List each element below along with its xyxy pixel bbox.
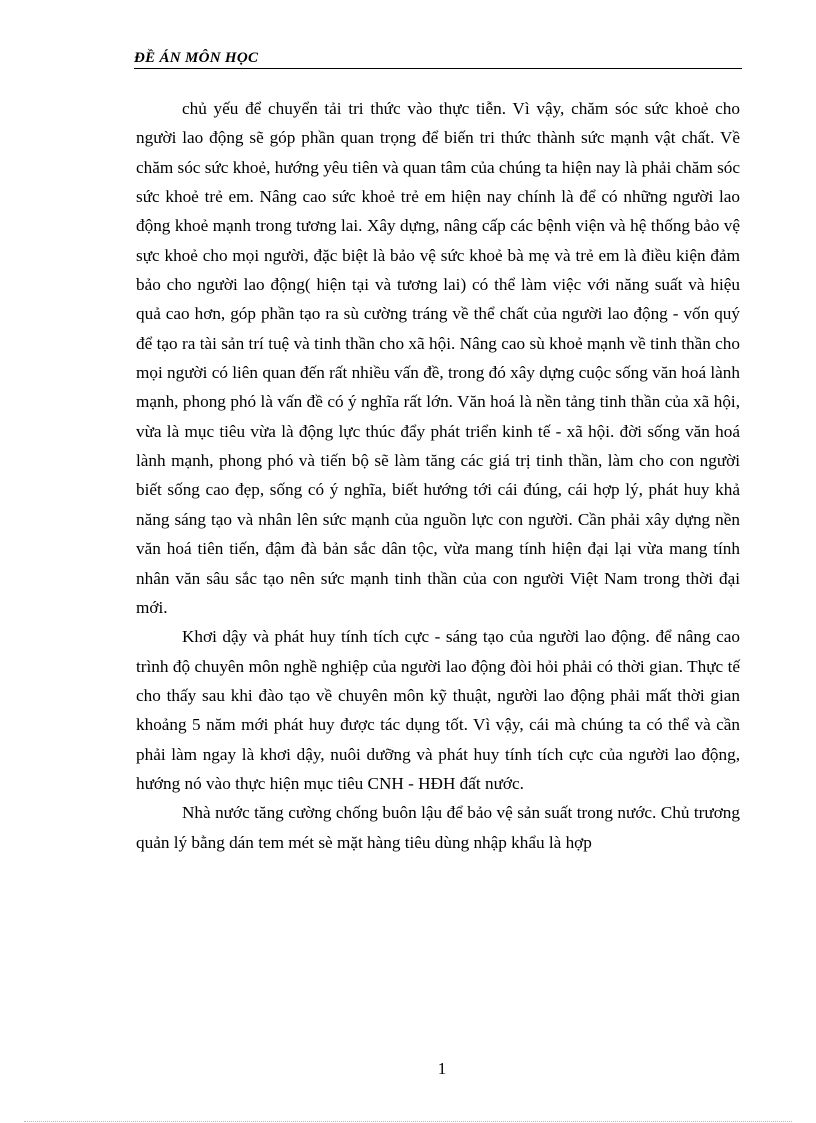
header-title: ĐỀ ÁN MÔN HỌC (134, 50, 259, 66)
paragraph-health-care: chủ yếu để chuyển tải tri thức vào thực tiễn. Vì vậy, chăm sóc sức khoẻ cho người lao động sẽ góp phần quan trọng để biến tri thức thành sức mạnh vật chất. Về chăm sóc sức khoẻ, hướng yêu tiên và quan tâm của chúng ta hiện nay là phải chăm sóc sức khoẻ trẻ em. Nâng cao sức khoẻ trẻ em hiện nay chính là để có những người lao động khoẻ mạnh trong tương lai. Xây dựng, nâng cấp các bệnh viện và hệ thống bảo vệ sực khoẻ cho mọi người, đặc biệt là bảo vệ sức khoẻ bà mẹ và trẻ em là điều kiện đảm bảo cho người lao động( hiện tại và tương lai) có thể làm việc với năng suất và hiệu quả cao hơn, góp phần tạo ra sù cường tráng về thể chất của người lao động - vốn quý để tạo ra tài sản trí tuệ và tinh thần cho xã hội. Nâng cao sù khoẻ mạnh về tinh thần cho mọi người có liên quan đến rất nhiều vấn đề, trong đó xây dựng cuộc sống văn hoá lành mạnh, phong phó là vấn đề có ý nghĩa rất lớn. Văn hoá là nền tảng tinh thần của xã hội, vừa là mục tiêu vừa là động lực thúc đẩy phát triển kinh tế - xã hội. đời sống văn hoá lành mạnh, phong phó và tiến bộ sẽ làm tăng các giá trị tinh thần, làm cho con người biết sống cao đẹp, sống có ý nghĩa, biết hướng tới cái đúng, cái hợp lý, phát huy khả năng sáng tạo và nhân lên sức mạnh của nguồn lực con người. Cần phải xây dựng nền văn hoá tiên tiến, đậm đà bản sắc dân tộc, vừa mang tính hiện đại lại vừa mang tính nhân văn sâu sắc tạo nên sức mạnh tinh thần của con người Việt Nam trong thời đại mới. (136, 99, 740, 617)
paragraph-anti-smuggling: Nhà nước tăng cường chống buôn lậu để bảo vệ sản suất trong nước. Chủ trương quản lý bằng dán tem mét sè mặt hàng tiêu dùng nhập khẩu là hợp (136, 803, 740, 852)
footer-divider (24, 1121, 792, 1122)
page-header (134, 48, 742, 69)
paragraph-worker-creativity: Khơi dậy và phát huy tính tích cực - sáng tạo của người lao động. để nâng cao trình độ chuyên môn nghề nghiệp của người lao động đòi hỏi phải có thời gian. Thực tế cho thấy sau khi đào tạo về chuyên môn kỹ thuật, người lao động phải mất thời gian khoảng 5 năm mới phát huy được tác dụng tốt. Vì vậy, cái mà chúng ta có thể và cần phải làm ngay là khơi dậy, nuôi dưỡng và phát huy tính tích cực của người lao động, hướng nó vào thực hiện mục tiêu CNH - HĐH đất nước. (136, 627, 740, 793)
document-body (136, 94, 740, 857)
page-number: 1 (437, 1059, 447, 1078)
